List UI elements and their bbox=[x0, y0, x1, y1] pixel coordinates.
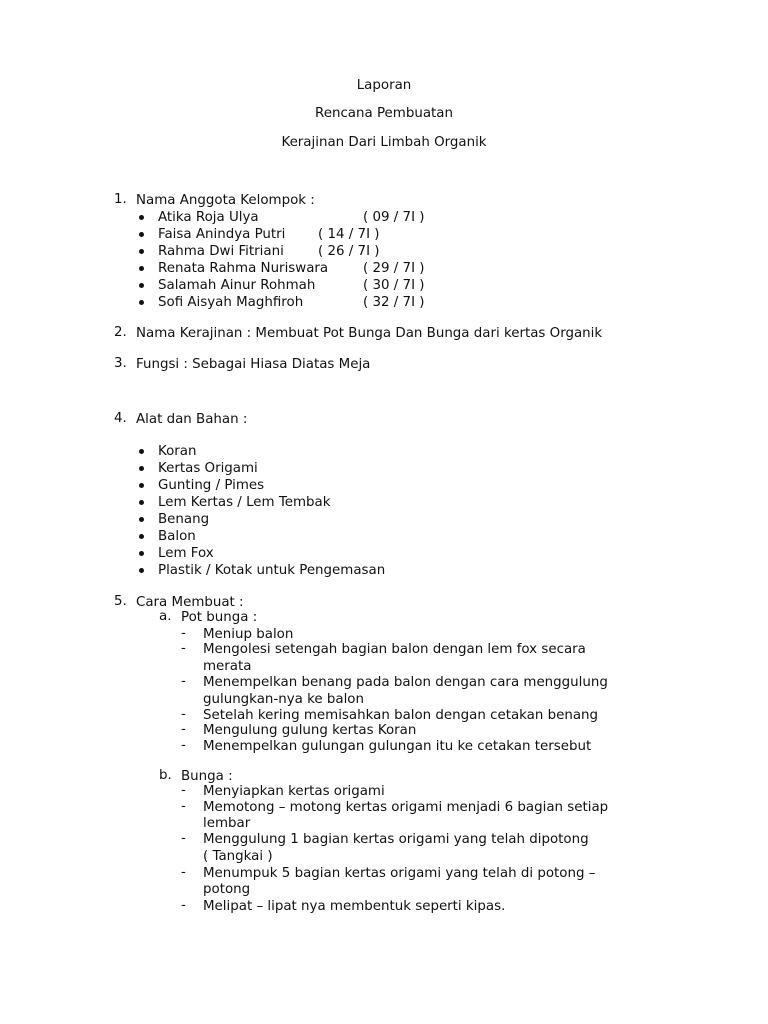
material-item: Lem Fox bbox=[158, 546, 214, 561]
section-3-text: Fungsi : Sebagai Hiasa Diatas Meja bbox=[136, 357, 371, 372]
dash-icon: - bbox=[181, 707, 186, 722]
dash-icon: - bbox=[181, 641, 186, 656]
step-line: Meniup balon bbox=[203, 627, 294, 642]
dash-icon: - bbox=[181, 674, 186, 689]
section-5-number: 5. bbox=[114, 594, 127, 609]
dash-icon: - bbox=[181, 738, 186, 753]
dash-icon: - bbox=[181, 722, 186, 737]
member-name: Atika Roja Ulya bbox=[158, 210, 259, 225]
step-line: Menyiapkan kertas origami bbox=[203, 784, 385, 799]
member-name: Renata Rahma Nuriswara bbox=[158, 261, 329, 276]
dash-icon: - bbox=[181, 799, 186, 814]
section-4-number: 4. bbox=[114, 411, 127, 426]
step-line-cont: gulungkan-nya ke balon bbox=[203, 692, 364, 707]
section-1-heading: Nama Anggota Kelompok : bbox=[136, 193, 315, 208]
subsection-a-label: a. bbox=[159, 609, 172, 624]
step-line-cont: lembar bbox=[203, 816, 251, 831]
title-laporan: Laporan bbox=[356, 78, 412, 93]
step-line: Menumpuk 5 bagian kertas origami yang telah di potong – bbox=[203, 866, 596, 881]
bullet-icon bbox=[139, 517, 144, 522]
member-id: ( 32 / 7I ) bbox=[363, 295, 425, 310]
step-line: Mengolesi setengah bagian balon dengan lem fox secara bbox=[203, 642, 586, 657]
material-item: Benang bbox=[158, 512, 210, 527]
bullet-icon bbox=[139, 568, 144, 573]
section-2-text: Nama Kerajinan : Membuat Pot Bunga Dan Bunga dari kertas Organik bbox=[136, 326, 603, 341]
dash-icon: - bbox=[181, 865, 186, 880]
step-line-cont: potong bbox=[203, 882, 251, 897]
section-5-heading: Cara Membuat : bbox=[136, 595, 244, 610]
step-line: Menempelkan gulungan gulungan itu ke cetakan tersebut bbox=[203, 739, 592, 754]
title-rencana: Rencana Pembuatan bbox=[315, 106, 453, 121]
section-4-heading: Alat dan Bahan : bbox=[136, 412, 248, 427]
step-line: Menempelkan benang pada balon dengan cara menggulung bbox=[203, 675, 608, 690]
subsection-b-heading: Bunga : bbox=[181, 769, 233, 784]
member-name: Salamah Ainur Rohmah bbox=[158, 278, 316, 293]
bullet-icon bbox=[139, 500, 144, 505]
dash-icon: - bbox=[181, 626, 186, 641]
dash-icon: - bbox=[181, 898, 186, 913]
member-id: ( 29 / 7I ) bbox=[363, 261, 425, 276]
bullet-icon bbox=[139, 300, 144, 305]
bullet-icon bbox=[139, 215, 144, 220]
bullet-icon bbox=[139, 449, 144, 454]
member-id: ( 30 / 7I ) bbox=[363, 278, 425, 293]
member-name: Rahma Dwi Fitriani bbox=[158, 244, 284, 259]
material-item: Balon bbox=[158, 529, 196, 544]
step-line: Mengulung gulung kertas Koran bbox=[203, 723, 417, 738]
section-1-number: 1. bbox=[114, 192, 127, 207]
step-line: Memotong – motong kertas origami menjadi 6 bagian setiap bbox=[203, 800, 609, 815]
member-name: Sofi Aisyah Maghfiroh bbox=[158, 295, 304, 310]
member-id: ( 09 / 7I ) bbox=[363, 210, 425, 225]
subsection-a-heading: Pot bunga : bbox=[181, 610, 258, 625]
member-id: ( 26 / 7I ) bbox=[318, 244, 380, 259]
material-item: Lem Kertas / Lem Tembak bbox=[158, 495, 331, 510]
bullet-icon bbox=[139, 283, 144, 288]
section-3-number: 3. bbox=[114, 356, 127, 371]
step-line-cont: ( Tangkai ) bbox=[203, 849, 273, 864]
bullet-icon bbox=[139, 466, 144, 471]
bullet-icon bbox=[139, 266, 144, 271]
material-item: Plastik / Kotak untuk Pengemasan bbox=[158, 563, 386, 578]
subsection-b-label: b. bbox=[159, 768, 172, 783]
material-item: Kertas Origami bbox=[158, 461, 258, 476]
bullet-icon bbox=[139, 483, 144, 488]
dash-icon: - bbox=[181, 831, 186, 846]
title-kerajinan: Kerajinan Dari Limbah Organik bbox=[281, 135, 487, 150]
section-2-number: 2. bbox=[114, 325, 127, 340]
step-line: Menggulung 1 bagian kertas origami yang telah dipotong bbox=[203, 832, 589, 847]
material-item: Gunting / Pimes bbox=[158, 478, 265, 493]
material-item: Koran bbox=[158, 444, 197, 459]
step-line-cont: merata bbox=[203, 659, 252, 674]
bullet-icon bbox=[139, 534, 144, 539]
member-id: ( 14 / 7I ) bbox=[318, 227, 380, 242]
bullet-icon bbox=[139, 551, 144, 556]
step-line: Melipat – lipat nya membentuk seperti kipas. bbox=[203, 899, 506, 914]
dash-icon: - bbox=[181, 783, 186, 798]
bullet-icon bbox=[139, 232, 144, 237]
member-name: Faisa Anindya Putri bbox=[158, 227, 286, 242]
step-line: Setelah kering memisahkan balon dengan cetakan benang bbox=[203, 708, 599, 723]
bullet-icon bbox=[139, 249, 144, 254]
